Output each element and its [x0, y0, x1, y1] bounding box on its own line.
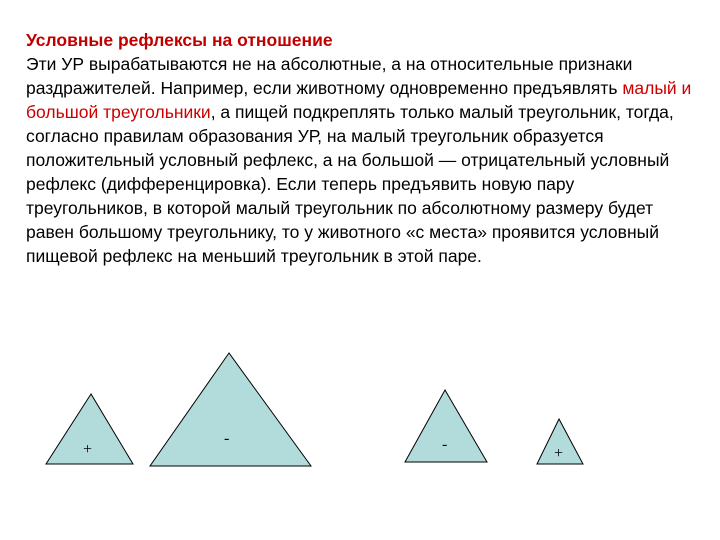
paragraph-text-after: , а пищей подкреплять только малый треугольник, тогда, согласно правилам образования УР, на малый треугольник образуется положительный условный рефлекс, а на большой — отрицательный условный рефлекс (дифференцировка). Если теперь предъявить новую пару треугольников, в которой малый треугольник по абсолютному размеру будет равен большому треугольнику, то у животного «с места» проявится условный пищевой рефлекс на меньший треугольник в этой паре. [26, 102, 674, 266]
triangle-4-sign: + [554, 445, 564, 462]
slide-title: Условные рефлексы на отношение [26, 30, 333, 50]
paragraph-highlight: малый и большой треугольники [26, 78, 692, 122]
large-triangle-2 [150, 353, 311, 466]
triangle-3-sign: - [442, 436, 448, 453]
triangle-2-sign: - [224, 430, 230, 447]
paragraph-text-before: Эти УР вырабатываются не на абсолютные, а на относительные признаки раздражителей. Например, если животному одновременно предъявлять [26, 54, 633, 98]
triangle-1-sign: + [83, 441, 93, 458]
